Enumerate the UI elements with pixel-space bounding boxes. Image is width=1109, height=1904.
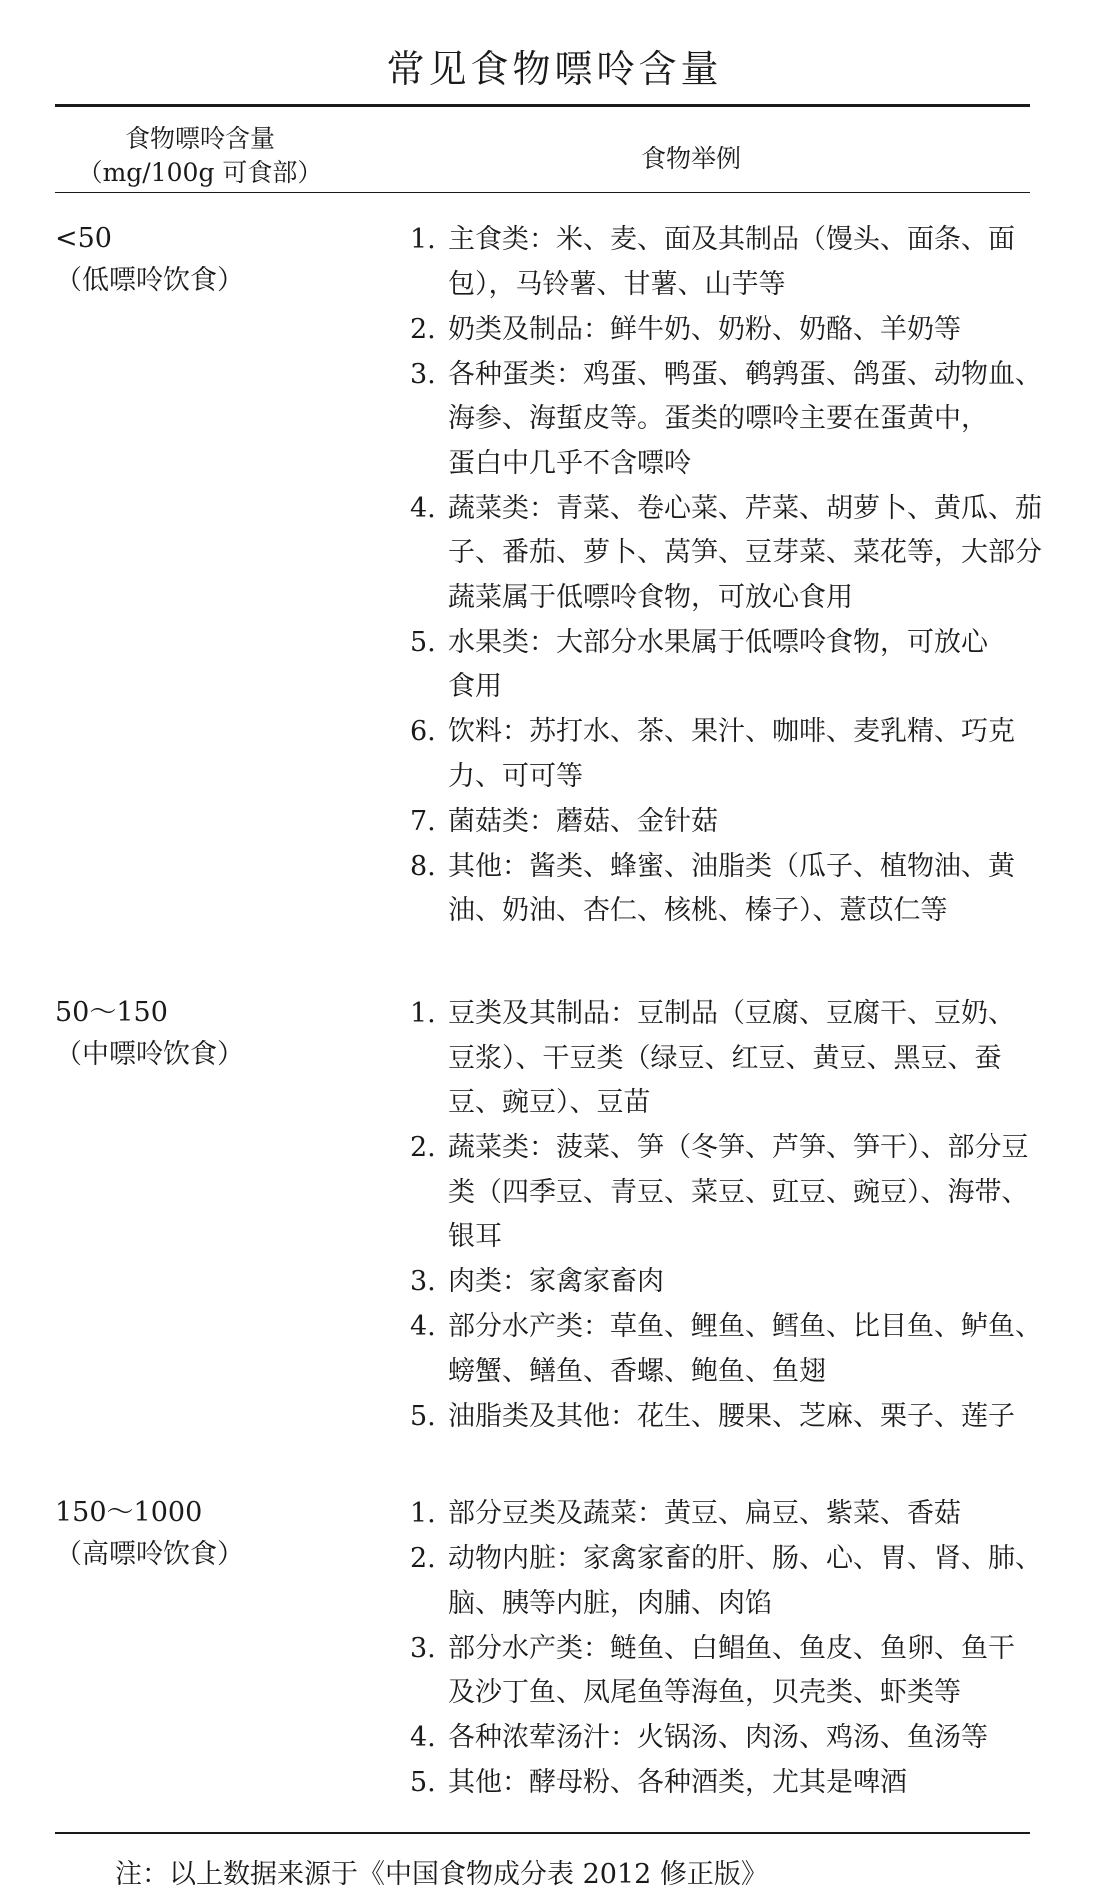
food-list (410, 218, 1090, 934)
header-food-examples: 食物举例 (640, 144, 741, 173)
purine-level-label: （低嘌呤饮食） (55, 265, 244, 296)
item-text-line: 螃蟹、鳝鱼、香螺、鲍鱼、鱼翅 (448, 1355, 826, 1387)
item-text-line: 饮料：苏打水、茶、果汁、咖啡、麦乳精、巧克 (448, 716, 1015, 747)
item-number: 5. (410, 1767, 436, 1798)
item-text-line: 油脂类及其他：花生、腰果、芝麻、栗子、莲子 (448, 1400, 1015, 1432)
purine-level (55, 218, 345, 302)
purine-range: <50 (55, 223, 112, 254)
item-text-line: 菌菇类：蘑菇、金针菇 (448, 805, 718, 837)
purine-level-label: （中嘌呤饮食） (55, 1039, 244, 1070)
item-text-line: 部分豆类及蔬菜：黄豆、扁豆、紫菜、香菇 (448, 1498, 961, 1529)
item-text-line: 豆浆）、干豆类（绿豆、红豆、黄豆、黑豆、蚕 (448, 1042, 1002, 1074)
item-number: 8. (410, 850, 436, 882)
purine-level (55, 992, 345, 1076)
item-text-line: 部分水产类：草鱼、鲤鱼、鳕鱼、比目鱼、鲈鱼、 (448, 1311, 1042, 1342)
item-text-line: 水果类：大部分水果属于低嘌呤食物，可放心 (448, 626, 988, 658)
food-list (410, 1492, 1090, 1806)
item-text-line: 肉类：家禽家畜肉 (448, 1266, 664, 1297)
food-list-item (410, 1716, 1090, 1761)
item-text-line: 蔬菜类：菠菜、笋（冬笋、芦笋、笋干）、部分豆 (448, 1132, 1029, 1163)
purine-range: 150～1000 (55, 1497, 203, 1528)
item-text-line: 豆、豌豆）、豆苗 (448, 1087, 651, 1118)
food-list-item (410, 1395, 1090, 1440)
table-bottom-rule (55, 1832, 1030, 1834)
purine-level-label: （高嘌呤饮食） (55, 1539, 244, 1570)
food-list-item (410, 992, 1090, 1126)
food-list-item (410, 845, 1090, 934)
item-number: 2. (410, 313, 436, 345)
table-header-rule (55, 192, 1030, 193)
table-top-rule (55, 104, 1030, 107)
item-text-line: 蔬菜类：青菜、卷心菜、芹菜、胡萝卜、黄瓜、茄 (448, 492, 1042, 524)
food-list-item (410, 1126, 1090, 1260)
item-number: 4. (410, 1311, 436, 1342)
purine-range: 50～150 (55, 997, 168, 1028)
item-text-line: 力、可可等 (448, 760, 583, 792)
item-text-line: 类（四季豆、青豆、菜豆、豇豆、豌豆）、海带、 (448, 1176, 1029, 1208)
header-purine-content-line1: 食物嘌呤含量 (124, 124, 275, 153)
item-text-line: 食用 (448, 671, 502, 702)
food-list-item (410, 710, 1090, 799)
item-text-line: 子、番茄、萝卜、莴笋、豆芽菜、菜花等，大部分 (448, 537, 1042, 568)
food-list-item (410, 487, 1090, 621)
food-list-item (410, 1761, 1090, 1806)
header-purine-content (55, 122, 345, 190)
item-text-line: 蛋白中几乎不含嘌呤 (448, 447, 691, 479)
item-number: 5. (410, 626, 436, 658)
food-list-item (410, 1492, 1090, 1537)
item-number: 4. (410, 1722, 436, 1753)
item-text-line: 部分水产类：鲢鱼、白鲳鱼、鱼皮、鱼卵、鱼干 (448, 1632, 1015, 1664)
item-text-line: 各种浓荤汤汁：火锅汤、肉汤、鸡汤、鱼汤等 (448, 1722, 988, 1753)
item-text-line: 蔬菜属于低嘌呤食物，可放心食用 (448, 581, 853, 613)
page-title: 常见食物嘌呤含量 (386, 47, 723, 91)
food-list-item (410, 1537, 1090, 1626)
item-number: 2. (410, 1543, 436, 1574)
item-text-line: 其他：酱类、蜂蜜、油脂类（瓜子、植物油、黄 (448, 850, 1015, 882)
item-text-line: 奶类及制品：鲜牛奶、奶粉、奶酪、羊奶等 (448, 313, 961, 345)
food-list-item (410, 621, 1090, 710)
item-number: 3. (410, 1266, 436, 1297)
food-list-item (410, 1305, 1090, 1394)
item-number: 6. (410, 716, 436, 747)
item-number: 2. (410, 1132, 436, 1163)
item-text-line: 动物内脏：家禽家畜的肝、肠、心、胃、肾、肺、 (448, 1543, 1042, 1574)
item-number: 4. (410, 492, 436, 524)
item-text-line: 及沙丁鱼、凤尾鱼等海鱼，贝壳类、虾类等 (448, 1677, 961, 1708)
food-list-item (410, 218, 1090, 307)
item-text-line: 银耳 (448, 1221, 502, 1252)
food-list-item (410, 1260, 1090, 1305)
item-number: 3. (410, 358, 436, 390)
item-text-line: 主食类：米、麦、面及其制品（馒头、面条、面 (448, 224, 1015, 255)
item-number: 5. (410, 1400, 436, 1432)
item-text-line: 油、奶油、杏仁、核桃、榛子）、薏苡仁等 (448, 895, 948, 926)
header-purine-content-line2: （mg/100g 可食部） (77, 158, 323, 187)
item-number: 7. (410, 805, 436, 837)
food-list-item (410, 308, 1090, 353)
item-number: 3. (410, 1632, 436, 1664)
item-text-line: 包），马铃薯、甘薯、山芋等 (448, 268, 786, 300)
food-list (410, 992, 1090, 1440)
item-text-line: 脑、胰等内脏，肉脯、肉馅 (448, 1587, 772, 1619)
item-number: 1. (410, 224, 436, 255)
purine-level (55, 1492, 345, 1576)
item-text-line: 其他：酵母粉、各种酒类，尤其是啤酒 (448, 1767, 907, 1798)
item-text-line: 各种蛋类：鸡蛋、鸭蛋、鹌鹑蛋、鸽蛋、动物血、 (448, 358, 1042, 390)
item-number: 1. (410, 1498, 436, 1529)
food-list-item (410, 800, 1090, 845)
item-text-line: 豆类及其制品：豆制品（豆腐、豆腐干、豆奶、 (448, 998, 1015, 1029)
source-note: 注：以上数据来源于《中国食物成分表 2012 修正版》 (115, 1859, 768, 1890)
item-text-line: 海参、海蜇皮等。蛋类的嘌呤主要在蛋黄中， (448, 403, 988, 434)
food-list-item (410, 353, 1090, 487)
item-number: 1. (410, 998, 436, 1029)
food-list-item (410, 1627, 1090, 1716)
